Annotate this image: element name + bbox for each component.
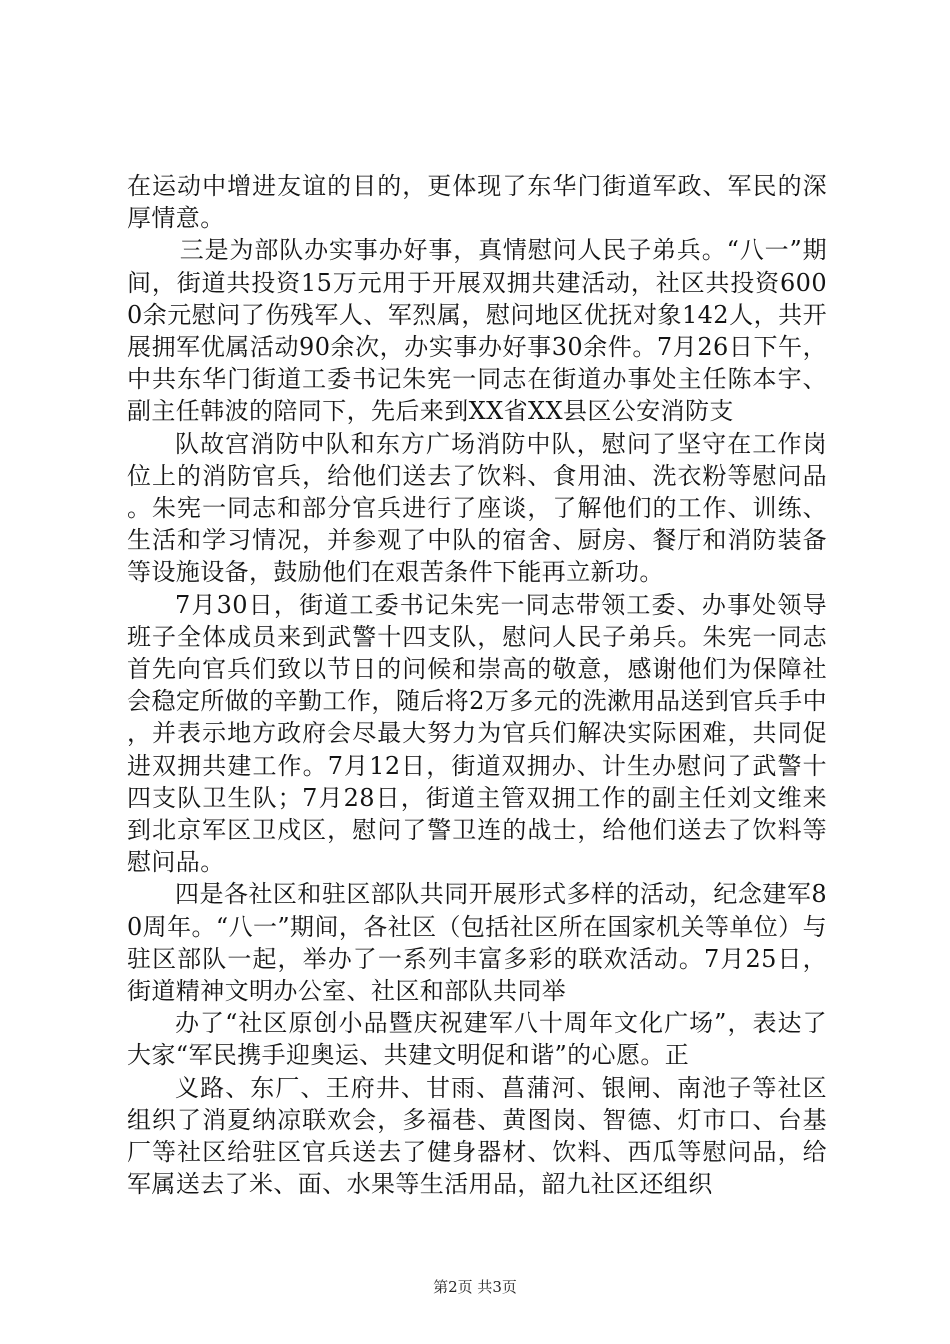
paragraph-7: 义路、东厂、王府井、甘雨、菖蒲河、银闸、南池子等社区组织了消夏纳凉联欢会，多福巷、黄图岗、智德、灯市口、台基厂等社区给驻区官兵送去了健身器材、饮料、西瓜等慰问品，给军属送去了米、面、水果等生活用品，韶九社区还组织 (127, 1073, 827, 1199)
page-number: 第2页 共3页 (433, 1278, 517, 1296)
document-body (127, 170, 827, 1201)
paragraph-2: 三是为部队办实事办好事，真情慰问人民子弟兵。“八一”期间，街道共投资15万元用于开展双拥共建活动，社区共投资6000余元慰问了伤残军人、军烈属，慰问地区优抚对象142人，共开展拥军优属活动90余次，办实事办好事30余件。7月26日下午，中共东华门街道工委书记朱宪一同志在街道办事处主任陈本宇、副主任韩波的陪同下，先后来到XX省XX县区公安消防支 (127, 236, 827, 426)
paragraph-3: 队故宫消防中队和东方广场消防中队，慰问了坚守在工作岗位上的消防官兵，给他们送去了饮料、食用油、洗衣粉等慰问品。朱宪一同志和部分官兵进行了座谈，了解他们的工作、训练、生活和学习情况，并参观了中队的宿舍、厨房、餐厅和消防装备等设施设备，鼓励他们在艰苦条件下能再立新功。 (127, 429, 827, 587)
paragraph-4: 7月30日，街道工委书记朱宪一同志带领工委、办事处领导班子全体成员来到武警十四支队，慰问人民子弟兵。朱宪一同志首先向官兵们致以节日的问候和崇高的敬意，感谢他们为保障社会稳定所做的辛勤工作，随后将2万多元的洗漱用品送到官兵手中，并表示地方政府会尽最大努力为官兵们解决实际困难，共同促进双拥共建工作。7月12日，街道双拥办、计生办慰问了武警十四支队卫生队；7月28日，街道主管双拥工作的副主任刘文维来到北京军区卫戍区，慰问了警卫连的战士，给他们送去了饮料等慰问品。 (127, 590, 827, 877)
paragraph-5: 四是各社区和驻区部队共同开展形式多样的活动，纪念建军80周年。“八一”期间，各社区（包括社区所在国家机关等单位）与驻区部队一起，举办了一系列丰富多彩的联欢活动。7月25日，街道精神文明办公室、社区和部队共同举 (127, 880, 827, 1006)
paragraph-6: 办了“社区原创小品暨庆祝建军八十周年文化广场”，表达了大家“军民携手迎奥运、共建文明促和谐”的心愿。正 (127, 1009, 827, 1070)
paragraph-1: 在运动中增进友谊的目的，更体现了东华门街道军政、军民的深厚情意。 (127, 172, 827, 233)
page-footer (0, 1276, 950, 1297)
